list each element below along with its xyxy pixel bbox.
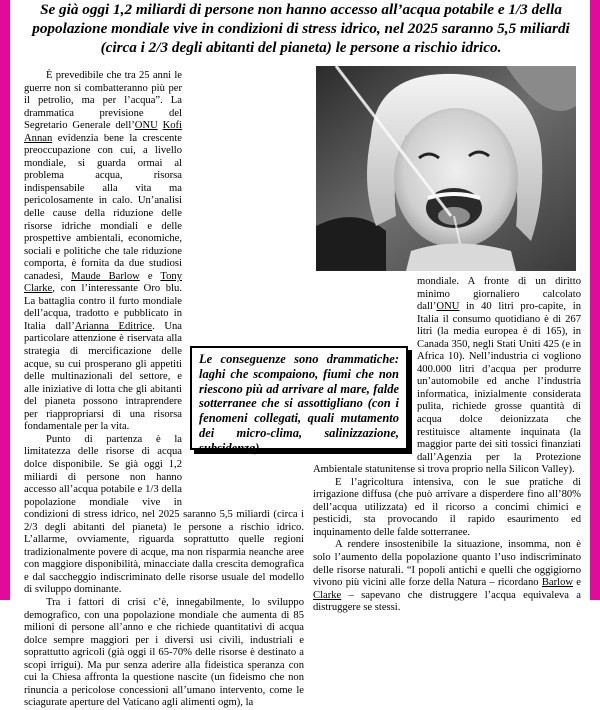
link-clarke[interactable]: Clarke [313,589,342,601]
text-run: , con l’interessante Oro blu. La battaglia contro il furto mondiale dell’acqua, tradotto e pubblicato in Italia dall’ [24,283,182,332]
link-tony-clarke[interactable]: Tony Clarke [24,270,182,295]
headline: Se già oggi 1,2 miliardi di persone non hanno accesso all’acqua potabile e 1/3 della popolazione mondiale vive in condizioni di stress idrico, nel 2025 saranno 5,5 miliardi (circa i 2/3 degli abitanti del pianeta) le persone a rischio idrico. [32,1,570,56]
text-run: È prevedibile che tra 25 anni le guerre non si combatteranno più per il petrolio, ma per l’acqua”. La drammatica previsione del Segretario Generale dell’ [24,70,182,132]
paragraph-6 [313,539,581,614]
paragraph-2: Punto di partenza è la limitatezza delle risorse di acqua dolce disponibile. Se già oggi 1,2 miliardi di persone non hanno accesso all’acqua potabile e 1/3 della popolazione mondiale vive in condizioni di stress idrico, nel 2025 saranno 5,5 miliardi (circa i 2/3 degli abitanti del pianeta) le persone a rischio idrico. L’allarme, ovviamente, riguarda soprattutto quelle regioni tradizionalmente povere di acque, ma non risparmia neanche aree con maggiore disponibilità, minacciate dalla crescita demografica e dal saccheggio indiscriminato delle risorse usuale del modello di sviluppo dominante. [24,433,304,596]
link-onu-2[interactable]: ONU [436,301,460,313]
text-run: mondiale. A fronte di un diritto minimo giornaliero calcolato dall’ [417,276,581,313]
child-photo-svg [316,66,576,271]
child-photo [316,66,576,271]
text-run: – sapevano che distruggere l’acqua equivaleva a distruggere se stessi. [313,589,581,614]
link-maude-barlow[interactable]: Maude Barlow [71,270,140,282]
text-run: A rendere insostenibile la situazione, insomma, non è solo l’aumento della popolazione quanto l’uso indiscriminato delle risorse naturali. “I popoli antichi e quelli che oggigiorno vivono più vicini alle forze della Natura – ricordano [313,539,581,589]
link-arianna-editrice[interactable]: Arianna Editrice [74,320,153,332]
text-run: e [573,577,581,589]
link-onu[interactable]: ONU [134,120,158,132]
link-kofi-annan[interactable]: Kofi Annan [24,120,182,144]
link-barlow[interactable]: Barlow [541,577,574,589]
pull-quote: Le conseguenze sono drammatiche: laghi che scompaiono, fiumi che non riescono più ad arrivare al mare, falde sotterranee che si assottigliano (con i fenomeni collegati, quali mutamento dei micro-clima, salinizzazione, subsidenza). [190,346,408,450]
text-run: . Una particolare attenzione è riservata alla strategia di mercificazione delle acque, su cui prosperano gli appetiti delle multinazionali del settore, e alle iniziative di lotta che gli abitanti del pianeta possono intraprendere per riappropriarsi di una risorsa fondamentale per la vita. [24,320,182,433]
page-border-left [0,0,10,600]
text-run: e [139,270,161,282]
text-run: evidenzia bene la crescente preoccupazione con cui, a livello mondiale, si guarda ormai al problema acqua, risorsa indispensabile alla vita ma pericolosamente in calo. Un’analisi delle cause della riduzione delle risorse idriche mondiali e delle prospettive ambientali, economiche, sociali e politiche che tale riduzione comporta, è fornita da due studiosi canadesi, [24,132,182,282]
page-border-right [590,0,600,600]
paragraph-5: E l’agricoltura intensiva, con le sue pratiche di irrigazione diffusa (che può arrivare a disperdere fino all’80% dell’acqua utilizzata) ed il ricorso a concimi chimici e pesticidi, sta provocando il rapido esaurimento ed inquinamento delle falde sotterranee. [313,476,581,538]
paragraph-3: Tra i fattori di crisi c’è, innegabilmente, lo sviluppo demografico, con una popolazione mondiale che aumenta di 85 milioni di persone all’anno e che richiede quantitativi di acqua dolce sempre maggiori per i diversi usi civili, industriali e soprattutto agricoli (già oggi il 65-70% delle risorse è destinato a scopi irrigui). Ma pur senza aderire alla fideistica speranza con cui la Chiesa affronta la questione nascite (un fideismo che non rinuncia a pericolose concessioni all’umano intervento, come le sciagurate aperture del Vaticano agli alimenti ogm), la [24,596,304,709]
text-run: in 40 litri pro-capite, in Italia il consumo quotidiano è di 267 litri (la media europea è di 165), in Canada 350, negli Stati Uniti 425 (e in Africa 10). Nell’industria ci vogliono 400.000 litri d’acqua per produrre un’automobile ed anche l’industria informatica, inizialmente considerata pulita, richiede grosse quantità di acqua dolce deionizzata che restituisce altamente inquinata (la maggior parte dei siti tossici finanziati dall’Agenzia per la Protezione Ambientale statunitense si trova proprio nella Silicon Valley). [313,301,581,476]
